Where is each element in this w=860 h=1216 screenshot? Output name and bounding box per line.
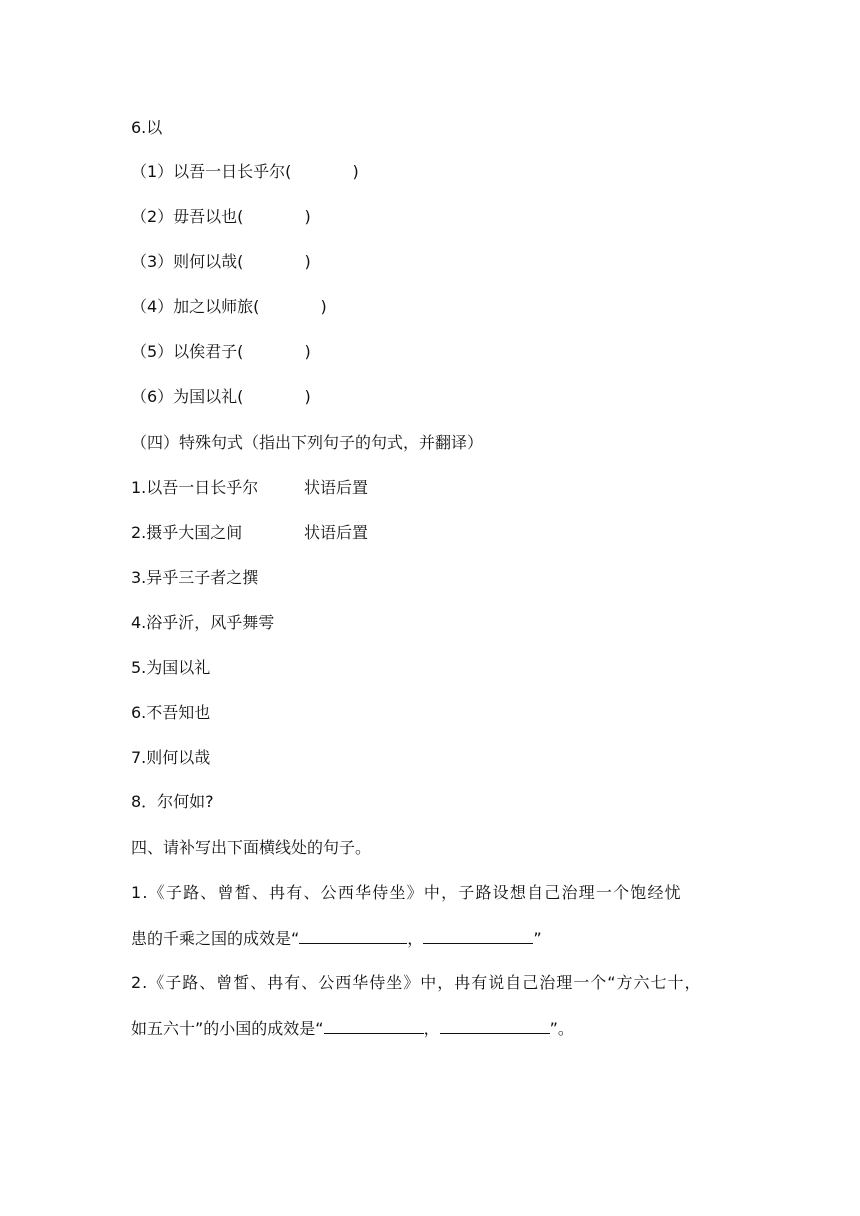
part-heading: 四、请补写出下面横线处的句子。: [131, 838, 372, 857]
comma: ，: [407, 929, 424, 948]
sentence-item: 6.不吾知也: [131, 703, 211, 722]
sentence-item: 1.以吾一日长乎尔: [131, 478, 259, 497]
list-item: （1）以吾一日长乎尔( ): [131, 162, 359, 181]
list-item: （3）则何以哉( ): [131, 252, 311, 271]
section-heading: （四）特殊句式（指出下列句子的句式，并翻译）: [131, 433, 484, 452]
list-item: （6）为国以礼( ): [131, 387, 311, 406]
section-heading: 6.以: [131, 118, 163, 137]
comma: ，: [423, 1019, 440, 1038]
answer-blank[interactable]: [324, 1017, 424, 1034]
sentence-item: 4.浴乎沂，风乎舞雩: [131, 613, 275, 632]
question-2-line-2: [131, 1017, 731, 1040]
answer-blank[interactable]: [440, 1017, 550, 1034]
question-1-line-1: 1.《子路、曾皙、冉有、公西华侍坐》中，子路设想自己治理一个饱经忧: [131, 883, 682, 902]
answer-blank[interactable]: [299, 927, 407, 944]
question-2-line-1: 2.《子路、曾皙、冉有、公西华侍坐》中，冉有说自己治理一个“方六七十，: [131, 973, 702, 992]
sentence-item: 8．尔何如?: [131, 792, 214, 811]
sentence-item: 7.则何以哉: [131, 748, 211, 767]
list-item: （2）毋吾以也( ): [131, 207, 311, 226]
sentence-note: 状语后置: [304, 523, 369, 542]
question-1-suffix: ”: [533, 929, 542, 948]
sentence-item: 3.异乎三子者之撰: [131, 568, 259, 587]
list-item: （4）加之以师旅( ): [131, 297, 327, 316]
sentence-item: 5.为国以礼: [131, 658, 211, 677]
question-2-prefix: 如五六十”的小国的成效是“: [131, 1019, 324, 1038]
sentence-item: 2.摄乎大国之间: [131, 523, 243, 542]
sentence-note: 状语后置: [304, 478, 369, 497]
list-item: （5）以俟君子( ): [131, 342, 311, 361]
answer-blank[interactable]: [423, 927, 533, 944]
question-1-line-2: [131, 927, 731, 950]
question-2-suffix: ”。: [549, 1019, 574, 1038]
question-1-prefix: 患的千乘之国的成效是“: [131, 929, 300, 948]
